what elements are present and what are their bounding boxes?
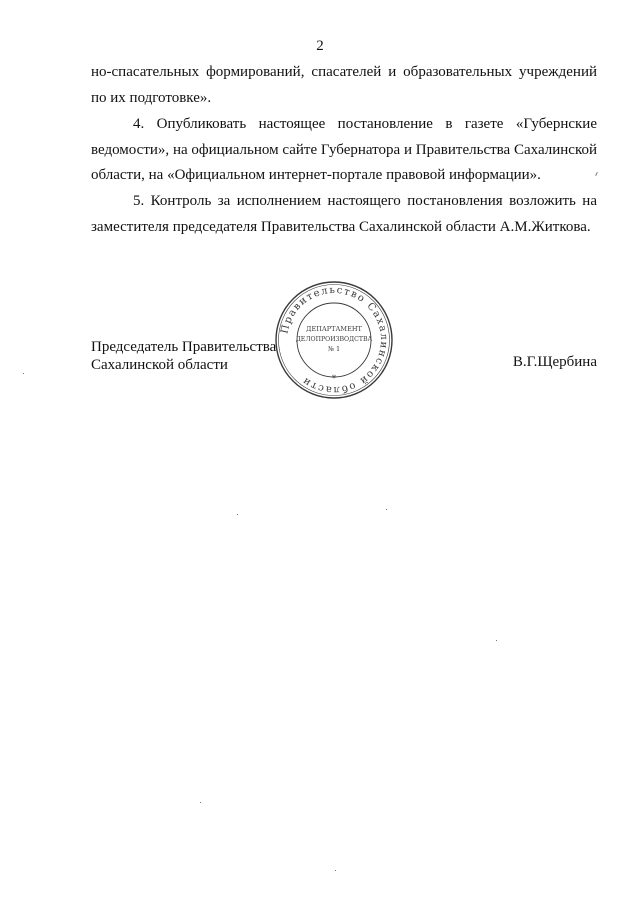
scan-speck — [23, 373, 24, 374]
seal-inner-line-3: № 1 — [327, 345, 341, 353]
signatory-position-line-2: Сахалинской области — [91, 357, 228, 373]
paragraph-text: 5. Контроль за исполнением настоящего постановления возложить на заместителя председателя Правительства Сахалинской области А.М.Житкова. — [91, 193, 597, 235]
scan-speck — [200, 802, 201, 803]
seal-star: * — [331, 374, 337, 384]
scan-speck — [386, 509, 387, 510]
signatory-name: В.Г.Щербина — [512, 354, 597, 370]
official-seal-stamp — [273, 279, 395, 401]
scan-speck — [237, 514, 238, 515]
signatory-position-line-1: Председатель Правительства — [91, 339, 277, 355]
page-number: 2 — [316, 38, 324, 54]
seal-outer-text: Правительство Сахалинской области — [279, 284, 390, 396]
seal-inner-line-2: ДЕЛОПРОИЗВОДСТВА — [295, 336, 373, 343]
scan-speck — [335, 870, 336, 871]
paragraph-text: 4. Опубликовать настоящее постановление в газете «Губернские ведомости», на официальном сайте Губернатора и Правительства Сахалинской области, на «Официальном интернет-портале правовой информации». — [91, 116, 597, 183]
body-text-paragraph-2 — [91, 112, 597, 189]
seal-inner-line-1: ДЕПАРТАМЕНТ — [306, 325, 362, 333]
scan-speck — [496, 640, 497, 641]
signatory-position — [91, 338, 291, 374]
body-text-paragraph-1 — [91, 60, 597, 111]
paragraph-text: но-спасательных формирований, спасателей и образовательных учреждений по их подготовке». — [91, 64, 597, 106]
body-text-paragraph-3 — [91, 189, 597, 240]
